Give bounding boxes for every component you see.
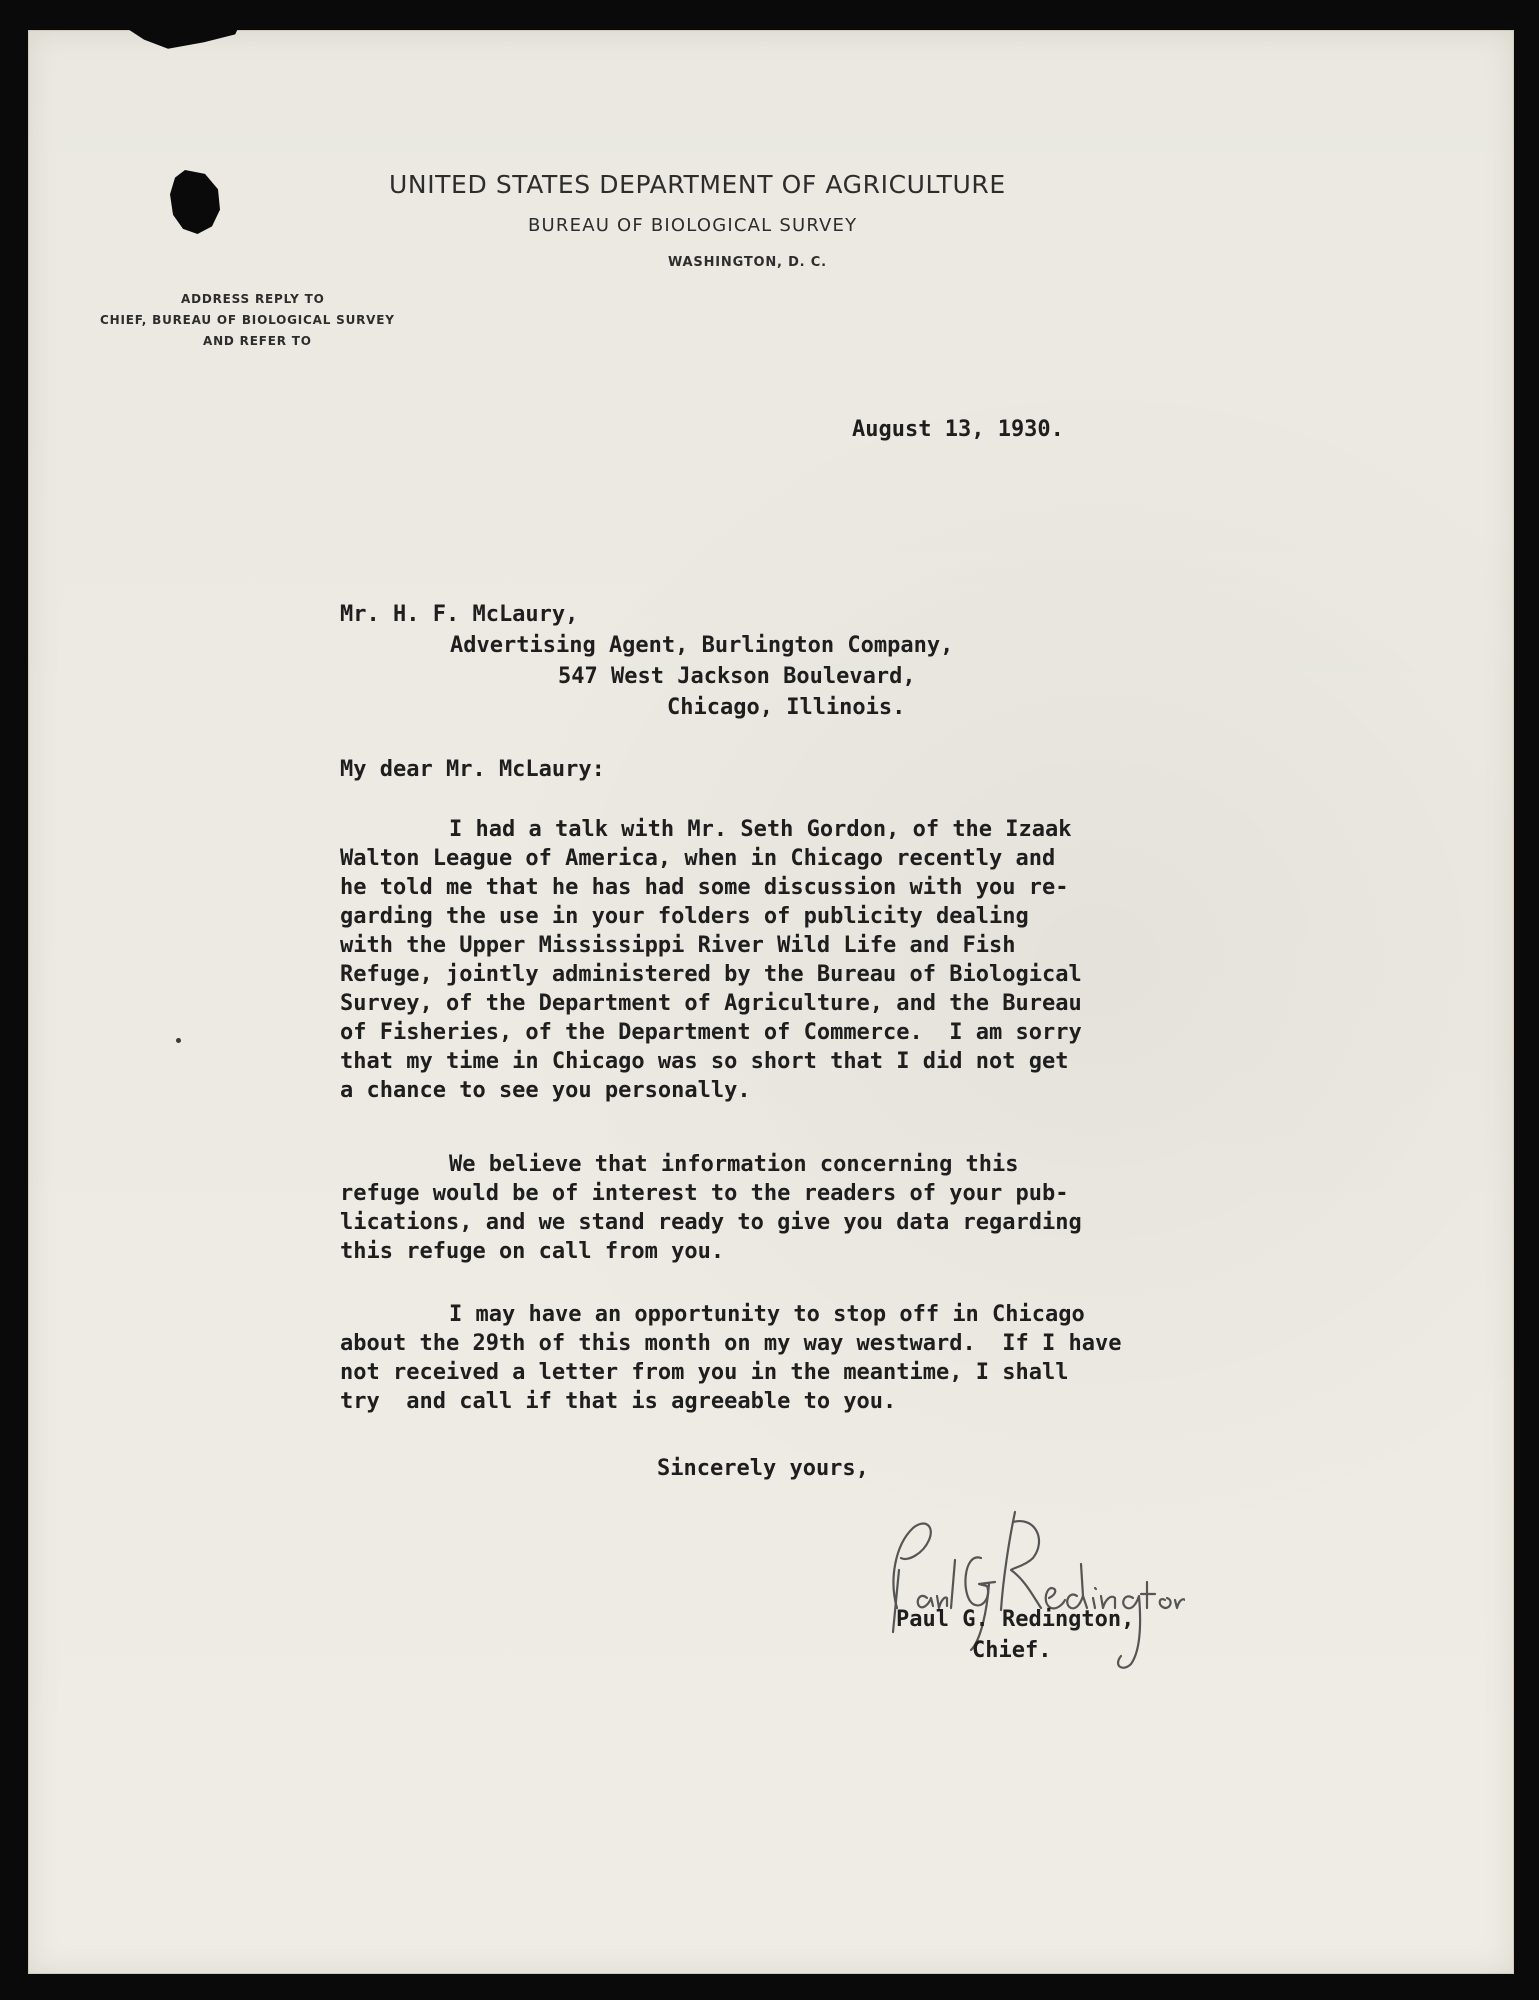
paragraph-line: try and call if that is agreeable to you. (340, 1389, 897, 1414)
paragraph-line: Walton League of America, when in Chicago recently and (340, 846, 1056, 871)
paragraph-line: garding the use in your folders of publicity dealing (340, 904, 1029, 929)
recipient-line: 547 West Jackson Boulevard, (558, 664, 916, 689)
paragraph-line: Survey, of the Department of Agriculture, and the Bureau (340, 991, 1082, 1016)
signer-name: Paul G. Redington, (896, 1607, 1135, 1632)
letterhead-bureau: BUREAU OF BIOLOGICAL SURVEY (528, 215, 858, 236)
letter-date: August 13, 1930. (852, 417, 1064, 442)
closing: Sincerely yours, (657, 1456, 869, 1481)
recipient-line: Chicago, Illinois. (667, 695, 906, 720)
signer-title: Chief. (972, 1638, 1052, 1663)
paragraph-line: about the 29th of this month on my way westward. If I have (340, 1331, 1122, 1356)
ink-dot (176, 1038, 181, 1043)
recipient-line: Mr. H. F. McLaury, (340, 602, 579, 627)
letterhead-department: UNITED STATES DEPARTMENT OF AGRICULTURE (389, 170, 1006, 199)
letterhead-city: WASHINGTON, D. C. (668, 255, 827, 270)
paragraph-line: refuge would be of interest to the readers of your pub- (340, 1181, 1069, 1206)
paragraph-line: I may have an opportunity to stop off in Chicago (449, 1302, 1085, 1327)
paragraph-line: a chance to see you personally. (340, 1078, 751, 1103)
recipient-line: Advertising Agent, Burlington Company, (450, 633, 954, 658)
paragraph-line: that my time in Chicago was so short that I did not get (340, 1049, 1069, 1074)
paragraph-line: this refuge on call from you. (340, 1239, 725, 1264)
salutation: My dear Mr. McLaury: (340, 757, 605, 782)
paragraph-line: with the Upper Mississippi River Wild Life and Fish (340, 933, 1016, 958)
address-reply-line: CHIEF, BUREAU OF BIOLOGICAL SURVEY (100, 313, 395, 327)
address-reply-line: ADDRESS REPLY TO (181, 292, 325, 306)
paragraph-line: not received a letter from you in the meantime, I shall (340, 1360, 1069, 1385)
paragraph-line: of Fisheries, of the Department of Commerce. I am sorry (340, 1020, 1082, 1045)
paragraph-line: lications, and we stand ready to give you data regarding (340, 1210, 1082, 1235)
paragraph-line: he told me that he has had some discussion with you re- (340, 875, 1069, 900)
paragraph-line: Refuge, jointly administered by the Bureau of Biological (340, 962, 1082, 987)
address-reply-line: AND REFER TO (203, 334, 312, 348)
paragraph-line: I had a talk with Mr. Seth Gordon, of the Izaak (449, 817, 1072, 842)
paragraph-line: We believe that information concerning this (449, 1152, 1019, 1177)
